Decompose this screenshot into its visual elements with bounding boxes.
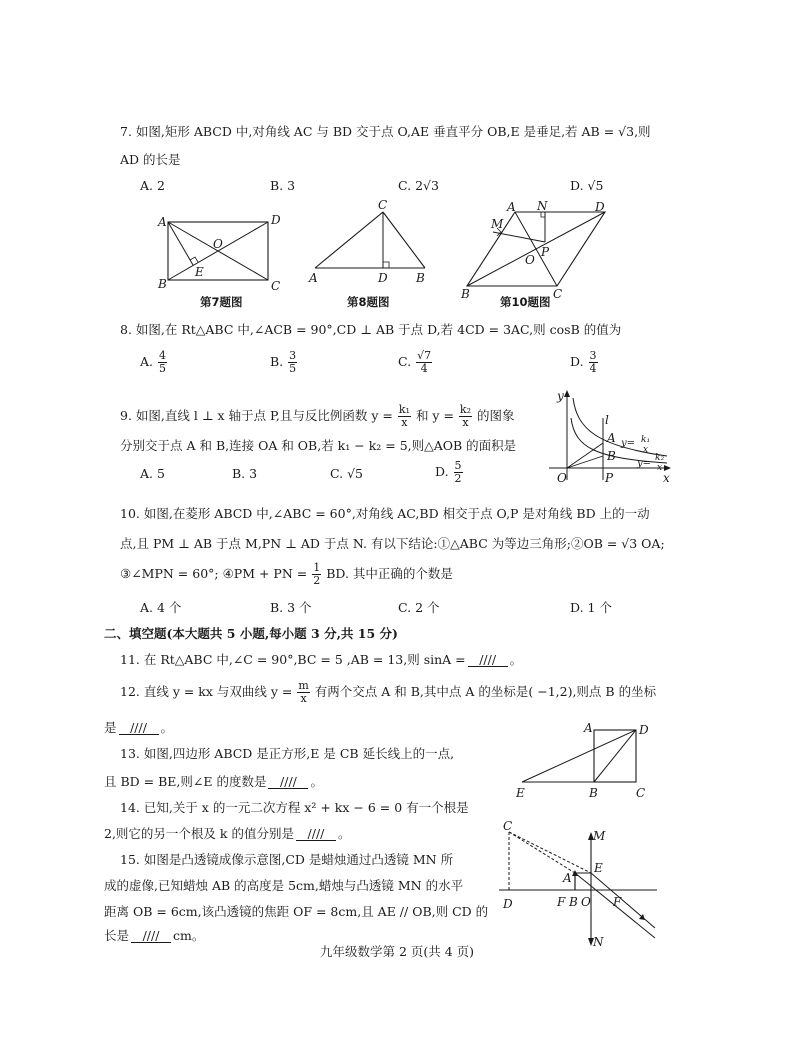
- fig8-label-d: D: [378, 271, 388, 285]
- q13-blank[interactable]: ////: [268, 775, 308, 789]
- fig15-label-n: N: [593, 935, 604, 949]
- fig7-label-o: O: [213, 237, 223, 251]
- fig7-label-b: B: [158, 277, 167, 291]
- q9-line1: 9. 如图,直线 l ⊥ x 轴于点 P,且与反比例函数 y = $\frac{\text{k₁}}{x}$ 和 y = $\frac{\text{k₂}}{x}$ 的图象: [120, 403, 515, 429]
- q7-option-c: C. 2√3: [398, 178, 439, 193]
- fig9-k2: k₂: [655, 453, 665, 463]
- q7-line1: 7. 如图,矩形 ABCD 中,对角线 AC 与 BD 交于点 O,AE 垂直平分 OB,E 是垂足,若 AB = √3,则: [120, 124, 651, 139]
- fig9-label-o: O: [557, 471, 567, 485]
- q7-option-b: B. 3: [270, 178, 296, 193]
- fig7-label-a: A: [158, 215, 167, 229]
- fig15-label-e: E: [594, 861, 603, 875]
- fig10-label-c: C: [553, 287, 563, 301]
- fig15-label-m: M: [593, 829, 606, 843]
- figure-7: [150, 210, 290, 298]
- fig7-label-d: D: [271, 213, 281, 227]
- figure-8-caption: 第8题图: [347, 295, 390, 309]
- fig7-label-e: E: [195, 265, 204, 279]
- q15-blank[interactable]: ////: [131, 929, 171, 943]
- figure-10-caption: 第10题图: [500, 295, 551, 309]
- fig9-label-l: l: [605, 413, 609, 427]
- fig9-label-x: x: [663, 471, 670, 485]
- figure-15-diagram: [495, 818, 665, 950]
- q13-line1: 13. 如图,四边形 ABCD 是正方形,E 是 CB 延长线上的一点,: [120, 746, 455, 761]
- fig9-label-a: A: [607, 431, 616, 445]
- figure-13-diagram: [512, 720, 662, 802]
- fig8-label-c: C: [378, 198, 388, 212]
- fig15-label-a: A: [563, 871, 572, 885]
- fig10-label-b: B: [461, 287, 470, 301]
- q15-line3: 距离 OB = 6cm,该凸透镜的焦距 OF = 8cm,且 AE // OB,则 CD 的: [104, 904, 489, 919]
- fig9-func1: y=: [621, 438, 636, 449]
- fig8-label-a: A: [309, 271, 318, 285]
- page-footer: 九年级数学第 2 页(共 4 页): [319, 944, 475, 959]
- fig10-label-m: M: [491, 217, 504, 231]
- fig10-label-d: D: [595, 200, 605, 214]
- fig13-label-b: B: [589, 786, 598, 800]
- q12-line1: 12. 直线 y = kx 与双曲线 y = $\frac{m}{x}$ 有两个交点 A 和 B,其中点 A 的坐标是( −1,2),则点 B 的坐标: [120, 679, 657, 705]
- fig13-label-d: D: [639, 723, 649, 737]
- q10-option-d: D. 1 个: [570, 600, 612, 615]
- q10-option-c: C. 2 个: [398, 600, 440, 615]
- fig15-label-o: O: [581, 895, 591, 909]
- figure-8-diagram: [305, 200, 440, 290]
- figure-15: [495, 818, 665, 953]
- fig8-label-b: B: [416, 271, 425, 285]
- q8-line1: 8. 如图,在 Rt△ABC 中,∠ACB = 90°,CD ⊥ AB 于点 D,若 4CD = 3AC,则 cosB 的值为: [120, 322, 622, 337]
- fig15-label-c: C: [503, 819, 513, 833]
- q15-line2: 成的虚像,已知蜡烛 AB 的高度是 5cm,蜡烛与凸透镜 MN 的水平: [104, 878, 464, 893]
- fig15-label-d: D: [503, 897, 513, 911]
- figure-7-caption: 第7题图: [200, 295, 243, 309]
- fig9-label-p: P: [605, 471, 614, 485]
- fig10-label-n: N: [537, 199, 548, 213]
- q11: 11. 在 Rt△ABC 中,∠C = 90°,BC = 5 ,AB = 13,则 sinA = //// 。: [120, 652, 523, 667]
- fig9-x2: x: [657, 463, 663, 473]
- figure-8: [305, 200, 440, 293]
- q9-option-a: A. 5: [140, 466, 165, 481]
- q14-line1: 14. 已知,关于 x 的一元二次方程 x² + kx − 6 = 0 有一个根是: [120, 800, 469, 815]
- q7-option-d: D. √5: [570, 178, 604, 193]
- fig10-label-p: P: [541, 245, 550, 259]
- fig15-label-b: B: [569, 895, 578, 909]
- q7-option-a: A. 2: [140, 178, 165, 193]
- q12-line2: 是 //// 。: [104, 720, 174, 735]
- fig13-label-a: A: [584, 721, 593, 735]
- q11-blank[interactable]: ////: [468, 653, 508, 667]
- q9-option-b: B. 3: [232, 466, 258, 481]
- fig9-x1: x: [643, 445, 649, 455]
- figure-9: [545, 388, 675, 489]
- fig7-label-c: C: [271, 279, 281, 293]
- q15-line4: 长是 //// cm。: [104, 928, 205, 943]
- q10-line1: 10. 如图,在菱形 ABCD 中,∠ABC = 60°,对角线 AC,BD 相交于点 O,P 是对角线 BD 上的一动: [120, 506, 650, 521]
- q15-line1: 15. 如图是凸透镜成像示意图,CD 是蜡烛通过凸透镜 MN 所: [120, 852, 454, 867]
- fig9-k1: k₁: [641, 435, 651, 445]
- q10-option-a: A. 4 个: [140, 600, 182, 615]
- q9-option-d: D. $\frac{5}{2}$: [435, 459, 462, 485]
- q8-option-c: C. $\frac{√7}{4}$: [398, 349, 432, 375]
- fig13-label-e: E: [516, 786, 525, 800]
- q13-line2: 且 BD = BE,则∠E 的度数是 //// 。: [104, 774, 323, 789]
- fig9-func2: y=: [637, 458, 652, 469]
- fig10-label-o: O: [525, 253, 535, 267]
- q12-blank[interactable]: ////: [119, 721, 159, 735]
- fig9-label-b: B: [607, 449, 616, 463]
- q8-option-b: B. $\frac{3}{5}$: [270, 349, 297, 375]
- q9-line2: 分别交于点 A 和 B,连接 OA 和 OB,若 k₁ − k₂ = 5,则△AOB 的面积是: [120, 438, 517, 453]
- fig15-label-f2: F: [613, 895, 622, 909]
- section-2-title: 二、填空题(本大题共 5 小题,每小题 3 分,共 15 分): [104, 626, 398, 641]
- fig10-label-a: A: [507, 200, 516, 214]
- q10-line2: 点,且 PM ⊥ AB 于点 M,PN ⊥ AD 于点 N. 有以下结论:①△ABC 为等边三角形;②OB = √3 OA;: [120, 536, 665, 551]
- figure-9-diagram: [545, 388, 675, 486]
- fig13-label-c: C: [636, 786, 646, 800]
- fig9-label-y: y: [557, 389, 564, 403]
- figure-10-diagram: [455, 200, 615, 300]
- figure-13: [512, 720, 662, 805]
- q7-line2: AD 的长是: [120, 152, 181, 167]
- q10-line3: ③∠MPN = 60°; ④PM + PN = $\frac{1}{2}$ BD. 其中正确的个数是: [120, 561, 453, 587]
- q10-option-b: B. 3 个: [270, 600, 312, 615]
- q14-blank[interactable]: ////: [296, 827, 336, 841]
- q9-option-c: C. √5: [330, 466, 363, 481]
- q8-option-a: A. $\frac{4}{5}$: [140, 349, 166, 375]
- fig15-label-f: F: [557, 895, 566, 909]
- q14-line2: 2,则它的另一个根及 k 的值分别是 //// 。: [104, 826, 351, 841]
- figure-7-diagram: [150, 210, 290, 295]
- figure-10: [455, 200, 615, 303]
- q8-option-d: D. $\frac{3}{4}$: [570, 349, 597, 375]
